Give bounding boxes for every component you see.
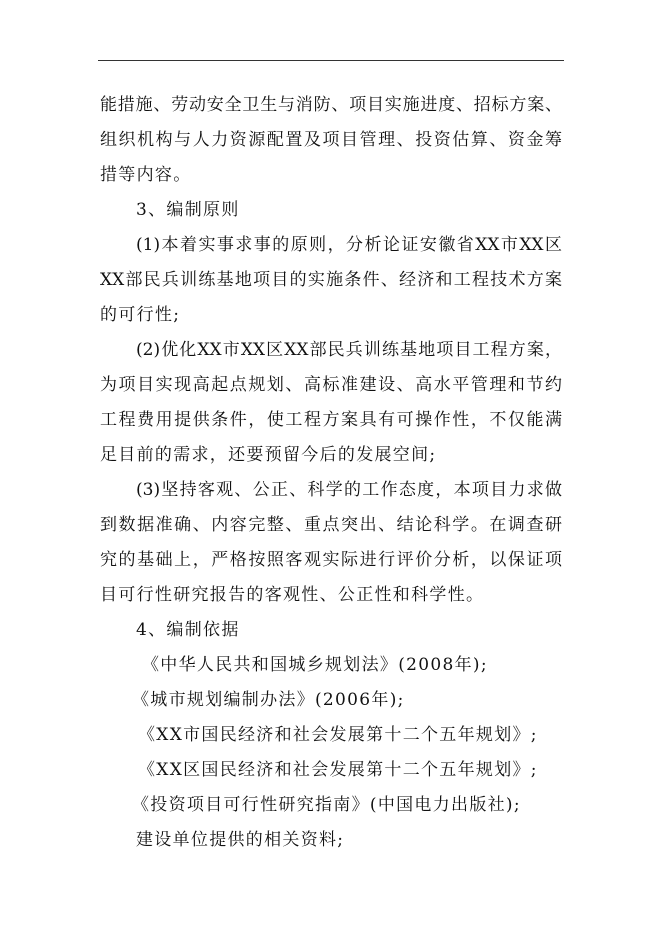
paragraph-line: (3)坚持客观、公正、科学的工作态度，本项目力求做 <box>136 480 562 500</box>
reference-item: 《城市规划编制办法》(2006年); <box>132 690 405 710</box>
reference-item: 建设单位提供的相关资料; <box>136 830 345 850</box>
paragraph-line: 究的基础上，严格按照客观实际进行评价分析，以保证项 <box>100 550 562 570</box>
paragraph-line: 的可行性; <box>100 305 181 325</box>
paragraph-line: (1)本着实事求事的原则，分析论证安徽省XX市XX区 <box>136 235 562 255</box>
paragraph-line: 足目前的需求，还要预留今后的发展空间; <box>100 445 437 465</box>
section-heading: 4、编制依据 <box>136 620 240 640</box>
paragraph-line: 到数据准确、内容完整、重点突出、结论科学。在调查研 <box>100 515 562 535</box>
reference-item: 《XX区国民经济和社会发展第十二个五年规划》; <box>138 760 538 780</box>
paragraph-line: 措等内容。 <box>100 165 192 185</box>
reference-item: 《XX市国民经济和社会发展第十二个五年规划》; <box>138 725 538 745</box>
paragraph-line: 组织机构与人力资源配置及项目管理、投资估算、资金筹 <box>100 130 562 150</box>
header-rule <box>98 60 564 61</box>
reference-item: 《投资项目可行性研究指南》(中国电力出版社); <box>132 795 521 815</box>
document-body <box>100 88 562 858</box>
paragraph-line: (2)优化XX市XX区XX部民兵训练基地项目工程方案， <box>136 340 562 360</box>
paragraph-line: 目可行性研究报告的客观性、公正性和科学性。 <box>100 585 485 605</box>
paragraph-line: XX部民兵训练基地项目的实施条件、经济和工程技术方案 <box>100 270 562 290</box>
paragraph-line: 工程费用提供条件，使工程方案具有可操作性，不仅能满 <box>100 410 562 430</box>
reference-item: 《中华人民共和国城乡规划法》(2008年); <box>142 655 488 675</box>
paragraph-line: 为项目实现高起点规划、高标准建设、高水平管理和节约 <box>100 375 562 395</box>
section-heading: 3、编制原则 <box>136 200 240 220</box>
paragraph-line: 能措施、劳动安全卫生与消防、项目实施进度、招标方案、 <box>100 95 562 115</box>
